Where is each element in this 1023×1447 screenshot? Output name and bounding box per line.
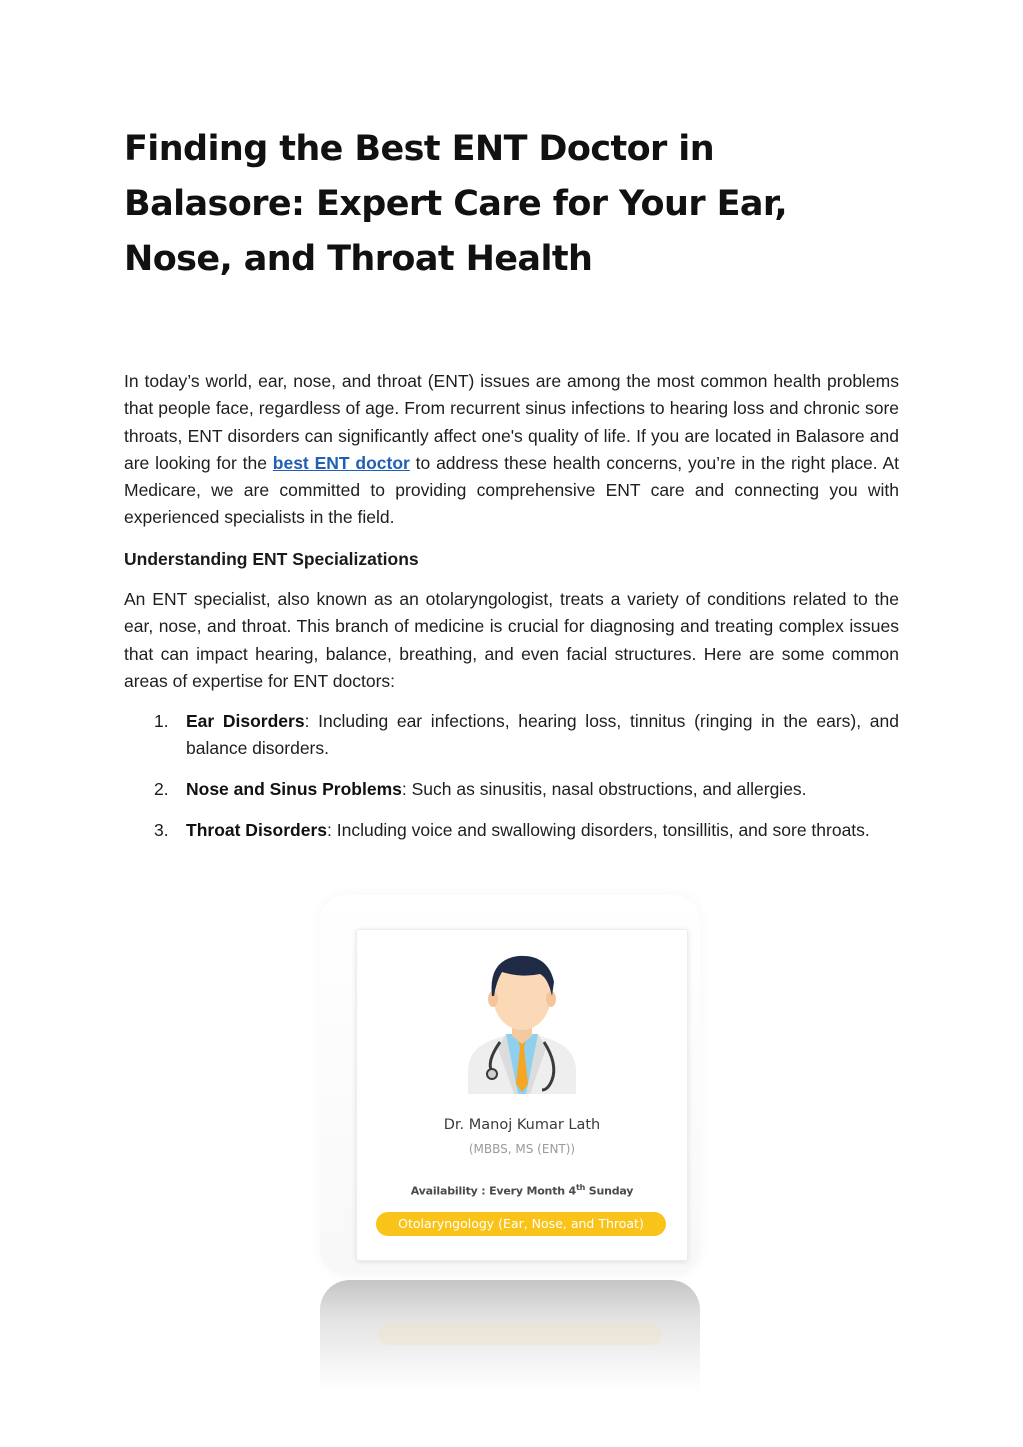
- list-description: : Such as sinusitis, nasal obstructions, and allergies.: [401, 779, 807, 800]
- faded-badge: [378, 1323, 663, 1345]
- intro-text-before: In today’s world, ear, nose, and throat (ENT) issues are among the most common health problems that people face, regardless of age. From recurrent sinus infections to hearing loss and chronic sore throats, ENT disorders can significantly affect one's quality of life. If you are located in Balasore and are looking for the: [124, 371, 899, 473]
- list-item: [124, 776, 899, 803]
- expertise-list: [124, 708, 899, 858]
- list-number: 2.: [154, 779, 169, 800]
- list-description: : Including ear infections, hearing loss, tinnitus (ringing in the ears), and balance disorders.: [186, 711, 899, 759]
- list-term: Nose and Sinus Problems: [186, 779, 402, 800]
- best-ent-doctor-link[interactable]: best ENT doctor: [272, 452, 410, 473]
- doctor-qualification: (MBBS, MS (ENT)): [468, 1142, 576, 1156]
- availability-day: Sunday: [585, 1184, 634, 1198]
- availability-ordinal: th: [575, 1183, 586, 1192]
- list-term: Throat Disorders: [186, 819, 327, 840]
- doctor-card-image: [320, 895, 700, 1385]
- list-description: : Including voice and swallowing disorders, tonsillitis, and sore throats.: [327, 819, 870, 840]
- intro-paragraph: [124, 368, 899, 532]
- list-number: 1.: [154, 711, 169, 731]
- specialty-badge: Otolaryngology (Ear, Nose, and Throat): [376, 1212, 666, 1236]
- section-paragraph: An ENT specialist, also known as an otolaryngologist, treats a variety of conditions related to the ear, nose, and throat. This branch of medicine is crucial for diagnosing and treating complex issues that can impact hearing, balance, breathing, and even facial structures. Here are some common areas of expertise for ENT doctors:: [124, 589, 899, 691]
- doctor-name: Dr. Manoj Kumar Lath: [443, 1117, 601, 1133]
- intro-text-after: to address these health concerns, you’re in the right place. At Medicare, we are committed to providing comprehensive ENT care and connecting you with experienced specialists in the field.: [124, 452, 899, 528]
- section-heading: Understanding ENT Specializations: [124, 549, 419, 569]
- doctor-avatar-icon: [462, 944, 582, 1094]
- doctor-availability: [357, 1183, 687, 1198]
- availability-prefix: Availability : Every Month 4: [410, 1184, 576, 1198]
- article-title: Finding the Best ENT Doctor in Balasore: Expert Care for Your Ear, Nose, and Throat Health: [124, 129, 788, 279]
- list-item: [124, 817, 899, 844]
- list-number: 3.: [154, 819, 169, 840]
- doctor-card: [356, 929, 688, 1261]
- faded-second-card: [320, 1280, 700, 1390]
- list-item: [124, 708, 899, 763]
- list-term: Ear Disorders: [186, 711, 305, 731]
